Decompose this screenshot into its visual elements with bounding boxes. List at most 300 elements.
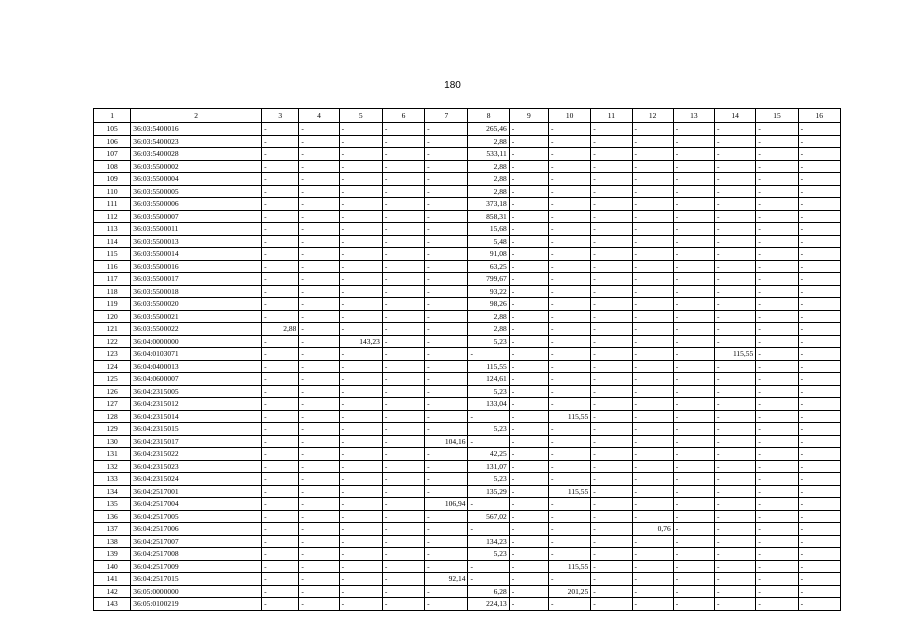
value-cell: - bbox=[425, 348, 468, 361]
value-cell: - bbox=[673, 573, 714, 586]
value-cell: - bbox=[509, 248, 548, 261]
table-row bbox=[94, 360, 841, 373]
value-cell: - bbox=[715, 273, 756, 286]
value-cell: - bbox=[798, 148, 840, 161]
value-cell: 98,26 bbox=[468, 298, 509, 311]
value-cell: - bbox=[715, 535, 756, 548]
row-number-cell: 129 bbox=[94, 423, 131, 436]
row-number-cell: 108 bbox=[94, 160, 131, 173]
value-cell: - bbox=[715, 185, 756, 198]
value-cell: - bbox=[299, 485, 339, 498]
value-cell: - bbox=[509, 198, 548, 211]
value-cell: - bbox=[299, 335, 339, 348]
value-cell: - bbox=[548, 210, 590, 223]
value-cell: - bbox=[262, 198, 299, 211]
value-cell: 2,88 bbox=[468, 135, 509, 148]
value-cell: - bbox=[299, 323, 339, 336]
value-cell: - bbox=[262, 298, 299, 311]
value-cell: - bbox=[632, 148, 673, 161]
value-cell: 124,61 bbox=[468, 373, 509, 386]
table-row bbox=[94, 160, 841, 173]
value-cell: - bbox=[673, 310, 714, 323]
value-cell: - bbox=[425, 148, 468, 161]
value-cell: - bbox=[632, 448, 673, 461]
value-cell: - bbox=[509, 260, 548, 273]
value-cell: - bbox=[382, 548, 424, 561]
table-row bbox=[94, 385, 841, 398]
value-cell: - bbox=[548, 373, 590, 386]
value-cell: - bbox=[509, 235, 548, 248]
value-cell: - bbox=[715, 435, 756, 448]
value-cell: 115,55 bbox=[548, 410, 590, 423]
value-cell: - bbox=[715, 585, 756, 598]
value-cell: - bbox=[339, 223, 382, 236]
value-cell: - bbox=[673, 285, 714, 298]
value-cell: - bbox=[715, 173, 756, 186]
value-cell: - bbox=[798, 548, 840, 561]
column-header-7: 7 bbox=[425, 109, 468, 123]
value-cell: - bbox=[299, 498, 339, 511]
value-cell: - bbox=[548, 198, 590, 211]
value-cell: - bbox=[798, 335, 840, 348]
value-cell: - bbox=[715, 548, 756, 561]
value-cell: - bbox=[382, 273, 424, 286]
value-cell: - bbox=[509, 135, 548, 148]
row-number-cell: 124 bbox=[94, 360, 131, 373]
value-cell: - bbox=[673, 535, 714, 548]
value-cell: - bbox=[591, 548, 632, 561]
value-cell: - bbox=[548, 335, 590, 348]
value-cell: - bbox=[339, 435, 382, 448]
value-cell: - bbox=[798, 273, 840, 286]
value-cell: - bbox=[715, 148, 756, 161]
value-cell: - bbox=[548, 298, 590, 311]
value-cell: - bbox=[425, 585, 468, 598]
cadastral-number-cell: 36:04:2315024 bbox=[131, 473, 262, 486]
value-cell: - bbox=[756, 323, 798, 336]
cadastral-number-cell: 36:04:2517008 bbox=[131, 548, 262, 561]
value-cell: - bbox=[673, 235, 714, 248]
cadastral-number-cell: 36:04:0600007 bbox=[131, 373, 262, 386]
row-number-cell: 135 bbox=[94, 498, 131, 511]
value-cell: - bbox=[339, 598, 382, 611]
value-cell: 373,18 bbox=[468, 198, 509, 211]
value-cell: - bbox=[509, 148, 548, 161]
table-row bbox=[94, 398, 841, 411]
cadastral-number-cell: 36:04:0000000 bbox=[131, 335, 262, 348]
value-cell: - bbox=[548, 510, 590, 523]
value-cell: - bbox=[548, 248, 590, 261]
value-cell: - bbox=[673, 335, 714, 348]
value-cell: - bbox=[339, 260, 382, 273]
value-cell: - bbox=[591, 560, 632, 573]
column-header-12: 12 bbox=[632, 109, 673, 123]
value-cell: - bbox=[425, 510, 468, 523]
column-header-3: 3 bbox=[262, 109, 299, 123]
value-cell: - bbox=[756, 248, 798, 261]
cadastral-number-cell: 36:03:5500011 bbox=[131, 223, 262, 236]
value-cell: - bbox=[673, 323, 714, 336]
value-cell: - bbox=[632, 210, 673, 223]
value-cell: - bbox=[756, 535, 798, 548]
value-cell: - bbox=[262, 148, 299, 161]
value-cell: - bbox=[756, 448, 798, 461]
row-number-cell: 111 bbox=[94, 198, 131, 211]
value-cell: - bbox=[591, 348, 632, 361]
value-cell: - bbox=[382, 335, 424, 348]
value-cell: - bbox=[382, 360, 424, 373]
value-cell: - bbox=[756, 223, 798, 236]
row-number-cell: 140 bbox=[94, 560, 131, 573]
row-number-cell: 109 bbox=[94, 173, 131, 186]
table-row bbox=[94, 310, 841, 323]
value-cell: - bbox=[382, 135, 424, 148]
value-cell: - bbox=[632, 435, 673, 448]
value-cell: - bbox=[262, 548, 299, 561]
value-cell: - bbox=[715, 510, 756, 523]
value-cell: - bbox=[468, 435, 509, 448]
value-cell: - bbox=[382, 123, 424, 136]
cadastral-number-cell: 36:03:5500004 bbox=[131, 173, 262, 186]
column-header-6: 6 bbox=[382, 109, 424, 123]
value-cell: - bbox=[262, 523, 299, 536]
value-cell: - bbox=[591, 585, 632, 598]
value-cell: - bbox=[299, 385, 339, 398]
value-cell: - bbox=[299, 173, 339, 186]
value-cell: - bbox=[632, 423, 673, 436]
value-cell: - bbox=[591, 185, 632, 198]
value-cell: - bbox=[798, 385, 840, 398]
value-cell: - bbox=[509, 160, 548, 173]
cadastral-number-cell: 36:03:5500006 bbox=[131, 198, 262, 211]
value-cell: - bbox=[509, 323, 548, 336]
value-cell: - bbox=[262, 510, 299, 523]
value-cell: - bbox=[673, 585, 714, 598]
value-cell: - bbox=[591, 448, 632, 461]
value-cell: 93,22 bbox=[468, 285, 509, 298]
value-cell: - bbox=[339, 273, 382, 286]
value-cell: - bbox=[715, 460, 756, 473]
cadastral-number-cell: 36:04:2315015 bbox=[131, 423, 262, 436]
value-cell: 5,23 bbox=[468, 423, 509, 436]
value-cell: - bbox=[673, 548, 714, 561]
value-cell: 131,07 bbox=[468, 460, 509, 473]
value-cell: - bbox=[339, 123, 382, 136]
value-cell: - bbox=[715, 298, 756, 311]
value-cell: - bbox=[798, 235, 840, 248]
value-cell: - bbox=[468, 560, 509, 573]
value-cell: - bbox=[509, 310, 548, 323]
value-cell: 134,23 bbox=[468, 535, 509, 548]
value-cell: - bbox=[673, 435, 714, 448]
table-row bbox=[94, 148, 841, 161]
value-cell: - bbox=[673, 423, 714, 436]
value-cell: - bbox=[382, 585, 424, 598]
row-number-cell: 114 bbox=[94, 235, 131, 248]
value-cell: - bbox=[548, 223, 590, 236]
value-cell: - bbox=[715, 323, 756, 336]
cadastral-number-cell: 36:04:2517001 bbox=[131, 485, 262, 498]
value-cell: - bbox=[425, 248, 468, 261]
value-cell: - bbox=[591, 123, 632, 136]
value-cell: - bbox=[382, 535, 424, 548]
value-cell: - bbox=[262, 373, 299, 386]
value-cell: - bbox=[425, 210, 468, 223]
value-cell: - bbox=[756, 298, 798, 311]
value-cell: - bbox=[509, 460, 548, 473]
value-cell: - bbox=[262, 273, 299, 286]
row-number-cell: 120 bbox=[94, 310, 131, 323]
value-cell: - bbox=[509, 573, 548, 586]
value-cell: - bbox=[673, 123, 714, 136]
value-cell: - bbox=[382, 223, 424, 236]
value-cell: - bbox=[299, 310, 339, 323]
value-cell: - bbox=[591, 285, 632, 298]
row-number-cell: 138 bbox=[94, 535, 131, 548]
value-cell: - bbox=[548, 235, 590, 248]
row-number-cell: 107 bbox=[94, 148, 131, 161]
value-cell: - bbox=[262, 360, 299, 373]
header-row bbox=[94, 109, 841, 123]
value-cell: - bbox=[262, 398, 299, 411]
value-cell: - bbox=[339, 148, 382, 161]
column-header-5: 5 bbox=[339, 109, 382, 123]
value-cell: - bbox=[632, 510, 673, 523]
cadastral-number-cell: 36:04:2315012 bbox=[131, 398, 262, 411]
value-cell: 5,23 bbox=[468, 385, 509, 398]
value-cell: - bbox=[382, 448, 424, 461]
value-cell: - bbox=[382, 435, 424, 448]
value-cell: - bbox=[756, 510, 798, 523]
value-cell: - bbox=[632, 385, 673, 398]
row-number-cell: 126 bbox=[94, 385, 131, 398]
page-number: 180 bbox=[444, 80, 461, 91]
value-cell: - bbox=[673, 173, 714, 186]
row-number-cell: 105 bbox=[94, 123, 131, 136]
table-row bbox=[94, 223, 841, 236]
value-cell: - bbox=[299, 123, 339, 136]
value-cell: - bbox=[673, 210, 714, 223]
value-cell: - bbox=[715, 160, 756, 173]
value-cell: - bbox=[262, 248, 299, 261]
value-cell: 91,08 bbox=[468, 248, 509, 261]
value-cell: 115,55 bbox=[468, 360, 509, 373]
row-number-cell: 142 bbox=[94, 585, 131, 598]
value-cell: - bbox=[509, 435, 548, 448]
row-number-cell: 128 bbox=[94, 410, 131, 423]
value-cell: - bbox=[756, 198, 798, 211]
value-cell: - bbox=[548, 135, 590, 148]
value-cell: 2,88 bbox=[468, 310, 509, 323]
value-cell: - bbox=[299, 260, 339, 273]
value-cell: - bbox=[382, 485, 424, 498]
value-cell: - bbox=[756, 148, 798, 161]
value-cell: - bbox=[632, 248, 673, 261]
value-cell: - bbox=[382, 248, 424, 261]
value-cell: - bbox=[548, 435, 590, 448]
value-cell: - bbox=[715, 410, 756, 423]
value-cell: 133,04 bbox=[468, 398, 509, 411]
value-cell: - bbox=[509, 185, 548, 198]
value-cell: - bbox=[425, 448, 468, 461]
value-cell: - bbox=[591, 473, 632, 486]
value-cell: - bbox=[756, 235, 798, 248]
value-cell: - bbox=[262, 210, 299, 223]
value-cell: - bbox=[425, 398, 468, 411]
value-cell: - bbox=[673, 523, 714, 536]
value-cell: - bbox=[339, 298, 382, 311]
value-cell: - bbox=[299, 535, 339, 548]
value-cell: - bbox=[339, 548, 382, 561]
value-cell: - bbox=[591, 460, 632, 473]
column-header-4: 4 bbox=[299, 109, 339, 123]
value-cell: - bbox=[548, 460, 590, 473]
value-cell: - bbox=[756, 360, 798, 373]
row-number-cell: 134 bbox=[94, 485, 131, 498]
value-cell: - bbox=[673, 473, 714, 486]
value-cell: - bbox=[591, 360, 632, 373]
value-cell: 2,88 bbox=[468, 185, 509, 198]
value-cell: 2,88 bbox=[468, 173, 509, 186]
value-cell: - bbox=[632, 298, 673, 311]
value-cell: - bbox=[715, 598, 756, 611]
cadastral-number-cell: 36:03:5400028 bbox=[131, 148, 262, 161]
value-cell: - bbox=[262, 498, 299, 511]
value-cell: - bbox=[591, 598, 632, 611]
value-cell: - bbox=[425, 335, 468, 348]
cadastral-number-cell: 36:04:0400013 bbox=[131, 360, 262, 373]
row-number-cell: 115 bbox=[94, 248, 131, 261]
value-cell: - bbox=[756, 123, 798, 136]
value-cell: - bbox=[339, 248, 382, 261]
value-cell: - bbox=[548, 323, 590, 336]
value-cell: - bbox=[798, 310, 840, 323]
value-cell: 858,31 bbox=[468, 210, 509, 223]
value-cell: - bbox=[509, 348, 548, 361]
value-cell: - bbox=[632, 323, 673, 336]
value-cell: - bbox=[798, 510, 840, 523]
row-number-cell: 123 bbox=[94, 348, 131, 361]
value-cell: - bbox=[715, 498, 756, 511]
value-cell: - bbox=[798, 210, 840, 223]
value-cell: - bbox=[299, 135, 339, 148]
row-number-cell: 122 bbox=[94, 335, 131, 348]
value-cell: - bbox=[425, 185, 468, 198]
value-cell: - bbox=[425, 160, 468, 173]
value-cell: - bbox=[382, 523, 424, 536]
value-cell: - bbox=[382, 573, 424, 586]
value-cell: - bbox=[548, 498, 590, 511]
value-cell: - bbox=[673, 460, 714, 473]
value-cell: - bbox=[262, 173, 299, 186]
value-cell: - bbox=[262, 348, 299, 361]
value-cell: - bbox=[509, 448, 548, 461]
value-cell: 5,23 bbox=[468, 548, 509, 561]
value-cell: - bbox=[339, 448, 382, 461]
value-cell: - bbox=[382, 498, 424, 511]
cadastral-number-cell: 36:05:0100219 bbox=[131, 598, 262, 611]
value-cell: - bbox=[548, 473, 590, 486]
value-cell: - bbox=[299, 560, 339, 573]
cadastral-number-cell: 36:03:5500017 bbox=[131, 273, 262, 286]
value-cell: - bbox=[382, 298, 424, 311]
value-cell: - bbox=[299, 585, 339, 598]
value-cell: - bbox=[468, 498, 509, 511]
value-cell: - bbox=[798, 373, 840, 386]
value-cell: 0,76 bbox=[632, 523, 673, 536]
cadastral-number-cell: 36:04:0103071 bbox=[131, 348, 262, 361]
value-cell: - bbox=[591, 410, 632, 423]
value-cell: - bbox=[798, 298, 840, 311]
table-row bbox=[94, 560, 841, 573]
table-row bbox=[94, 460, 841, 473]
value-cell: - bbox=[339, 185, 382, 198]
value-cell: 799,67 bbox=[468, 273, 509, 286]
value-cell: - bbox=[632, 310, 673, 323]
value-cell: - bbox=[425, 223, 468, 236]
value-cell: - bbox=[798, 123, 840, 136]
value-cell: - bbox=[299, 448, 339, 461]
cadastral-number-cell: 36:04:2517006 bbox=[131, 523, 262, 536]
value-cell: - bbox=[591, 160, 632, 173]
value-cell: - bbox=[509, 560, 548, 573]
row-number-cell: 127 bbox=[94, 398, 131, 411]
value-cell: - bbox=[548, 260, 590, 273]
value-cell: - bbox=[299, 198, 339, 211]
value-cell: - bbox=[591, 573, 632, 586]
value-cell: - bbox=[756, 573, 798, 586]
table-row bbox=[94, 123, 841, 136]
value-cell: - bbox=[382, 310, 424, 323]
value-cell: - bbox=[756, 160, 798, 173]
value-cell: - bbox=[798, 473, 840, 486]
value-cell: - bbox=[382, 510, 424, 523]
value-cell: 224,13 bbox=[468, 598, 509, 611]
value-cell: - bbox=[382, 473, 424, 486]
value-cell: - bbox=[798, 598, 840, 611]
value-cell: - bbox=[673, 273, 714, 286]
value-cell: - bbox=[591, 198, 632, 211]
value-cell: - bbox=[798, 198, 840, 211]
table-header bbox=[94, 109, 841, 123]
value-cell: - bbox=[548, 273, 590, 286]
value-cell: 2,88 bbox=[262, 323, 299, 336]
value-cell: - bbox=[591, 423, 632, 436]
row-number-cell: 141 bbox=[94, 573, 131, 586]
value-cell: - bbox=[262, 235, 299, 248]
value-cell: - bbox=[548, 548, 590, 561]
value-cell: - bbox=[632, 460, 673, 473]
value-cell: - bbox=[715, 135, 756, 148]
value-cell: - bbox=[509, 535, 548, 548]
row-number-cell: 131 bbox=[94, 448, 131, 461]
value-cell: - bbox=[299, 410, 339, 423]
cadastral-number-cell: 36:03:5400016 bbox=[131, 123, 262, 136]
table-row bbox=[94, 523, 841, 536]
value-cell: - bbox=[339, 423, 382, 436]
value-cell: - bbox=[673, 148, 714, 161]
row-number-cell: 133 bbox=[94, 473, 131, 486]
value-cell: - bbox=[798, 260, 840, 273]
value-cell: - bbox=[756, 398, 798, 411]
value-cell: - bbox=[798, 435, 840, 448]
value-cell: - bbox=[299, 285, 339, 298]
value-cell: - bbox=[673, 498, 714, 511]
value-cell: - bbox=[632, 498, 673, 511]
value-cell: 265,46 bbox=[468, 123, 509, 136]
value-cell: - bbox=[509, 485, 548, 498]
value-cell: - bbox=[299, 423, 339, 436]
